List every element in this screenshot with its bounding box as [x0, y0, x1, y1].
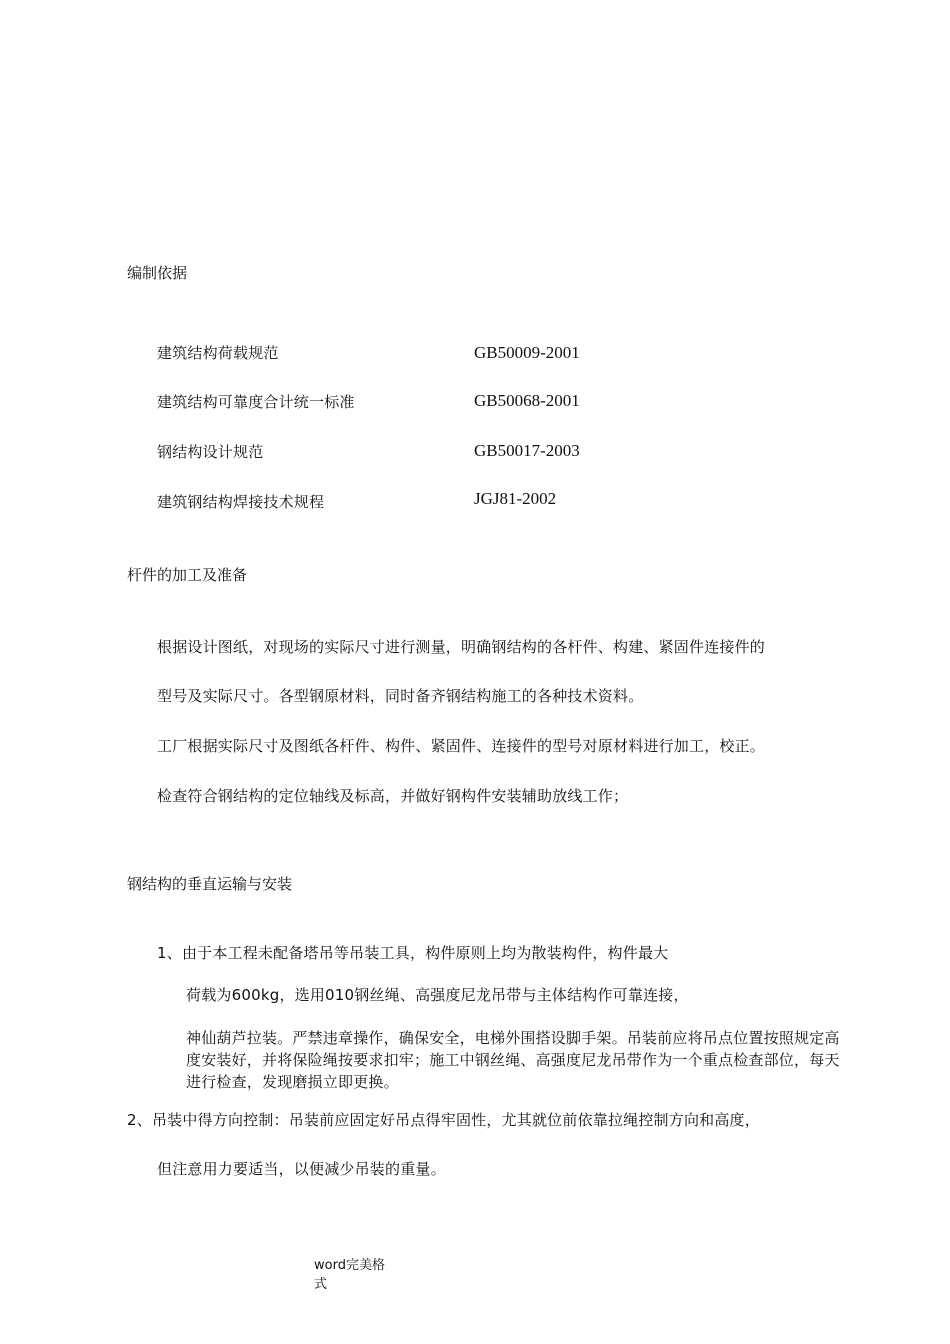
page-footer: word完美格式 [314, 1258, 385, 1292]
paragraph-line: 检查符合钢结构的定位轴线及标高，并做好钢构件安装辅助放线工作； [157, 787, 629, 805]
standard-name: 建筑结构可靠度合计统一标准 [157, 393, 355, 411]
list-item-2-line: 2、吊装中得方向控制：吊装前应固定好吊点得牢固性，尤其就位前依靠拉绳控制方向和高度， [127, 1111, 760, 1129]
standard-code: GB50017-2003 [474, 441, 580, 460]
paragraph-line: 根据设计图纸，对现场的实际尺寸进行测量，明确钢结构的各杆件、构建、紧固件连接件的 [157, 638, 766, 656]
standard-code: GB50009-2001 [474, 343, 580, 362]
paragraph-line: 型号及实际尺寸。各型钢原材料，同时备齐钢结构施工的各种技术资料。 [157, 687, 644, 705]
list-item-2-line: 但注意用力要适当，以便减少吊装的重量。 [157, 1160, 446, 1178]
section-heading-processing: 杆件的加工及准备 [127, 566, 248, 584]
standard-code: JGJ81-2002 [474, 489, 557, 508]
paragraph-line: 工厂根据实际尺寸及图纸各杆件、构件、紧固件、连接件的型号对原材料进行加工，校正。 [157, 737, 766, 755]
standard-name: 钢结构设计规范 [157, 443, 264, 461]
section-heading-transport: 钢结构的垂直运输与安装 [127, 875, 293, 893]
list-item-1-paragraph: 神仙葫芦拉装。严禁违章操作，确保安全，电梯外围搭设脚手架。吊装前应将吊点位置按照规定高度安装好，并将保险绳按要求扣牢；施工中钢丝绳、高强度尼龙吊带作为一个重点检查部位，每天进行检查，发现磨损立即更换。 [186, 1029, 840, 1091]
list-item-1-line: 荷载为600kg，选用010钢丝绳、高强度尼龙吊带与主体结构作可靠连接， [186, 986, 689, 1004]
standard-name: 建筑钢结构焊接技术规程 [157, 493, 325, 511]
standard-code: GB50068-2001 [474, 391, 580, 410]
standard-name: 建筑结构荷载规范 [157, 344, 279, 362]
section-heading-basis: 编制依据 [127, 264, 188, 282]
list-item-1-line: 1、由于本工程未配备塔吊等吊装工具，构件原则上均为散装构件，构件最大 [157, 944, 669, 962]
